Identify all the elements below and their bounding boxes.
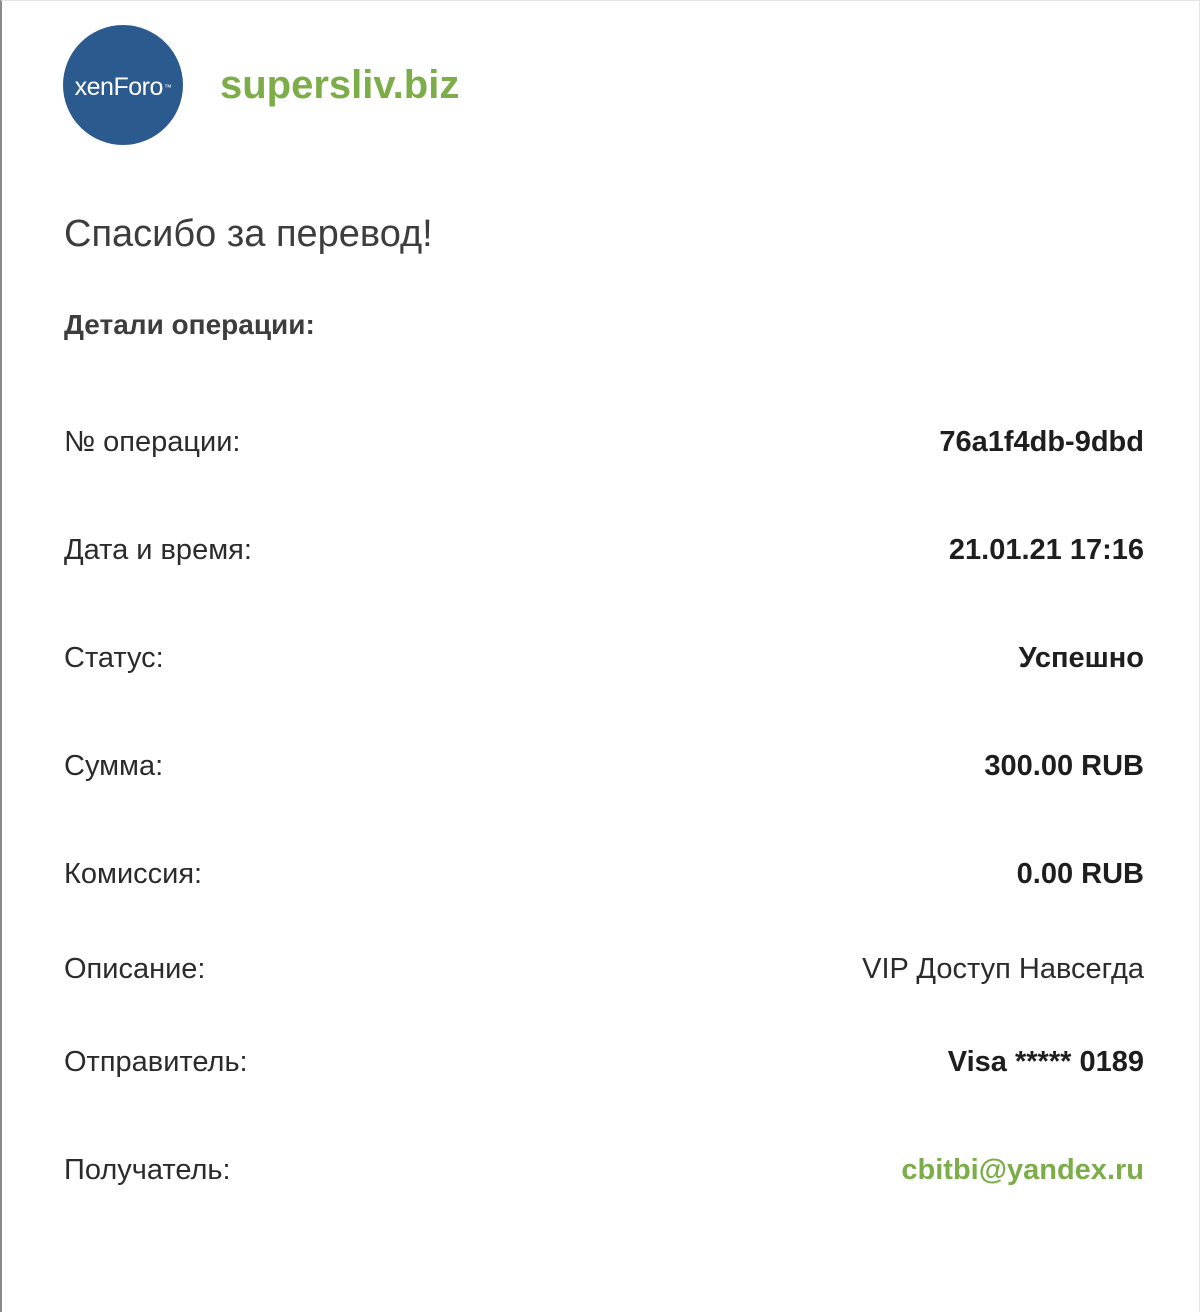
- detail-label: Сумма:: [64, 749, 164, 782]
- sender-value: Visa ***** 0189: [947, 1045, 1144, 1078]
- site-name[interactable]: supersliv.biz: [220, 62, 460, 107]
- detail-row-operation-id: [64, 422, 1144, 462]
- detail-label: Получатель:: [64, 1153, 231, 1186]
- logo-trademark: ™: [163, 82, 172, 92]
- detail-label: Отправитель:: [64, 1045, 248, 1078]
- description-value: VIP Доступ Навсегда: [862, 952, 1144, 985]
- detail-row-datetime: [64, 530, 1144, 570]
- commission-value: 0.00 RUB: [1016, 857, 1144, 890]
- status-value: Успешно: [1018, 641, 1144, 674]
- header: [63, 25, 459, 145]
- detail-row-sender: [64, 1042, 1144, 1082]
- detail-label: Описание:: [64, 952, 206, 985]
- detail-row-commission: [64, 854, 1144, 894]
- recipient-email-link[interactable]: cbitbi@yandex.ru: [901, 1153, 1144, 1186]
- detail-row-amount: [64, 746, 1144, 786]
- thanks-heading: Спасибо за перевод!: [64, 213, 433, 255]
- logo-text: xenForo: [74, 72, 163, 101]
- datetime-value: 21.01.21 17:16: [948, 533, 1144, 566]
- detail-row-description: [64, 949, 1144, 989]
- detail-row-recipient: [64, 1150, 1144, 1190]
- xenforo-logo: [63, 25, 183, 145]
- amount-value: 300.00 RUB: [984, 749, 1144, 782]
- detail-label: Дата и время:: [64, 533, 252, 566]
- detail-label: Комиссия:: [64, 857, 203, 890]
- operation-id-value: 76a1f4db-9dbd: [939, 425, 1144, 458]
- details-title: Детали операции:: [64, 309, 315, 340]
- detail-row-status: [64, 638, 1144, 678]
- detail-label: Статус:: [64, 641, 164, 674]
- detail-label: № операции:: [64, 425, 241, 458]
